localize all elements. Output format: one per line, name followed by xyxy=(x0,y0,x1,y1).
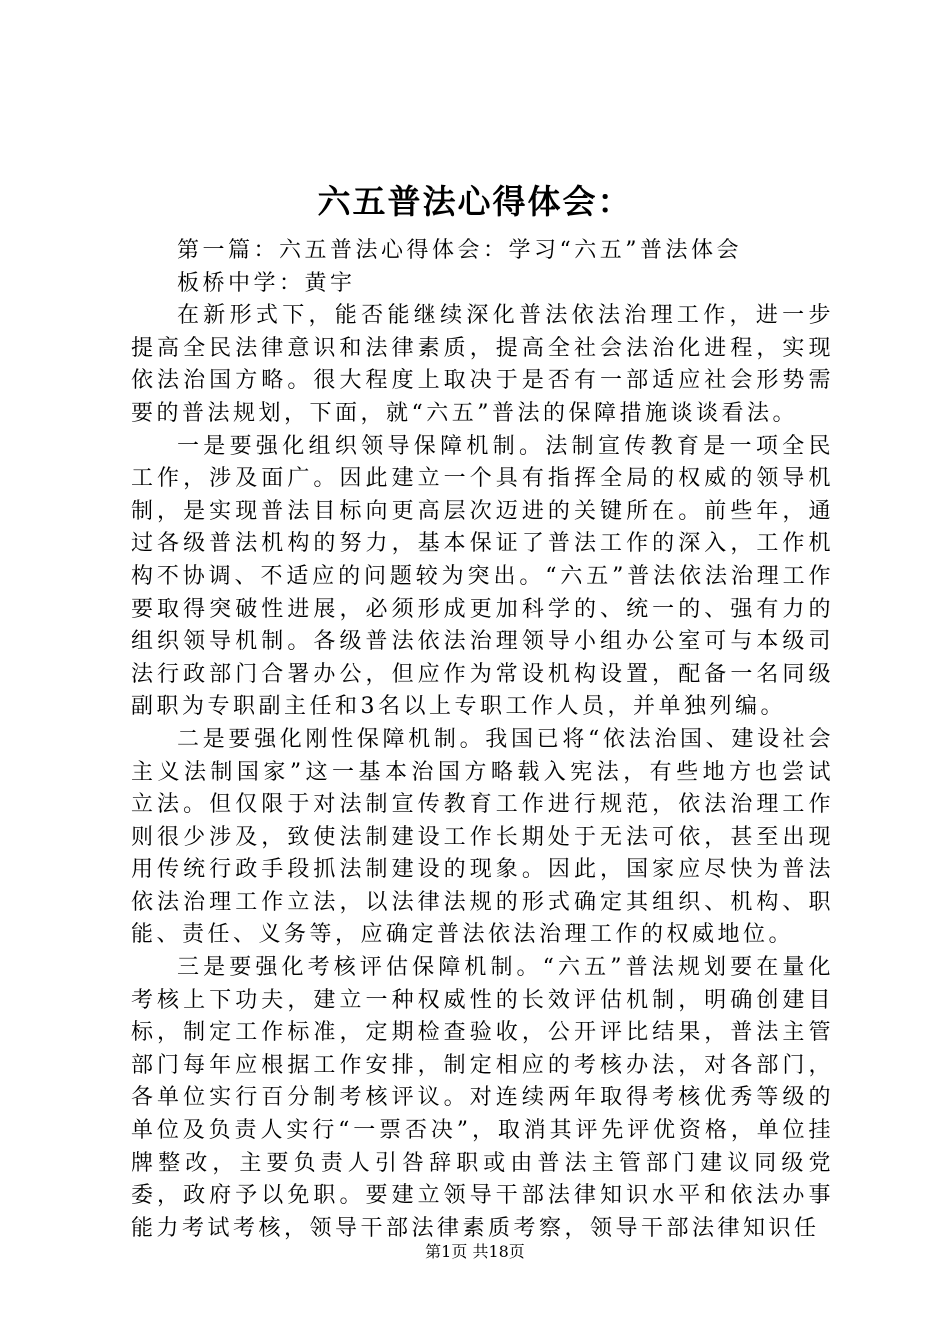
paragraph-intro: 在新形式下，能否能继续深化普法依法治理工作，进一步提高全民法律意识和法律素质，提高全社会法治化进程，实现依法治国方略。很大程度上取决于是否有一部适应社会形势需要的普法规划，下面，就“六五”普法的保障措施谈谈看法。 xyxy=(131,303,834,426)
paragraph-two: 二是要强化刚性保障机制。我国已将“依法治国、建设社会主义法制国家”这一基本治国方略载入宪法，有些地方也尝试立法。但仅限于对法制宣传教育工作进行规范，依法治理工作则很少涉及，致使法制建设工作长期处于无法可依，甚至出现用传统行政手段抓法制建设的现象。因此，国家应尽快为普法依法治理工作立法，以法律法规的形式确定其组织、机构、职能、责任、义务等，应确定普法依法治理工作的权威地位。 xyxy=(131,726,834,948)
author-line: 板桥中学：黄宇 xyxy=(177,270,356,296)
page-footer: 第1页 共18页 xyxy=(425,1242,525,1261)
paragraph-three: 三是要强化考核评估保障机制。“六五”普法规划要在量化考核上下功夫，建立一种权威性的长效评估机制，明确创建目标，制定工作标准，定期检查验收，公开评比结果，普法主管部门每年应根据工作安排，制定相应的考核办法，对各部门，各单位实行百分制考核评议。对连续两年取得考核优秀等级的单位及负责人实行“一票否决”，取消其评先评优资格，单位挂牌整改，主要负责人引咎辞职或由普法主管部门建议同级党委，政府予以免职。要建立领导干部法律知识水平和依法办事能力考试考核，领导干部法律素质考察，领导干部法律知识任 xyxy=(131,955,834,1241)
paragraph-one: 一是要强化组织领导保障机制。法制宣传教育是一项全民工作，涉及面广。因此建立一个具有指挥全局的权威的领导机制，是实现普法目标向更高层次迈进的关键所在。前些年，通过各级普法机构的努力，基本保证了普法工作的深入，工作机构不协调、不适应的问题较为突出。“六五”普法依法治理工作要取得突破性进展，必须形成更加科学的、统一的、强有力的组织领导机制。各级普法依法治理领导小组办公室可与本级司法行政部门合署办公，但应作为常设机构设置，配备一名同级副职为专职副主任和3名以上专职工作人员，并单独列编。 xyxy=(131,433,834,720)
document-body xyxy=(131,235,834,1245)
document-title: 六五普法心得体会： xyxy=(317,182,633,221)
subtitle-line: 第一篇：六五普法心得体会：学习“六五”普法体会 xyxy=(177,238,742,263)
